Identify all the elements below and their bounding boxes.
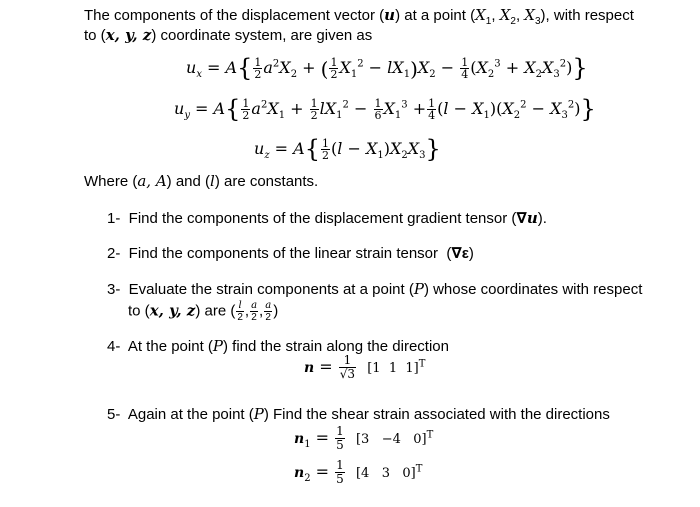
question-3-line-2: to (x, y, z) are ( $\frac{l}{2}$ , $\frac{a}{2}$ , $\frac{a}{2}$ ) xyxy=(128,300,279,323)
constants-note: Where (a, A) and (l) are constants. xyxy=(84,172,319,190)
equation-uy: $u_y = A${ $\frac{1}{2}$ $a^2X_1$ + $\frac{1}{2}$ $lX_1^2$ − $\frac{1}{6}$ $X_1^3$ + $\frac{1}{4}$ $(l - X_1)(X_2^2 - X_3^2)$} xyxy=(174,95,596,123)
direction-vector-n: n = $\frac{1}{√3}$ [1 1 1]$^T$ xyxy=(304,353,426,381)
question-4: 4- At the point (P) find the strain along the direction xyxy=(107,337,449,355)
intro-line-2: to (x, y, z) coordinate system, are given as xyxy=(84,26,373,44)
question-2: 2- Find the components of the linear strain tensor (∇ε) xyxy=(107,245,474,262)
direction-vector-n2: $n_2$ = $\frac{1}{5}$ [4 3 0]$^T$ xyxy=(294,458,423,486)
intro-line-1: The components of the displacement vector (u) at a point ($X_1$, $X_2$, $X_3$), with respect xyxy=(84,6,634,27)
question-1: 1- Find the components of the displacement gradient tensor (∇u). xyxy=(107,209,547,227)
question-5: 5- Again at the point (P) Find the shear strain associated with the directions xyxy=(107,405,610,423)
direction-vector-n1: $n_1$ = $\frac{1}{5}$ [3 −4 0]$^T$ xyxy=(294,424,434,452)
equation-ux: $u_x = A${ $\frac{1}{2}$ $a^2X_2$ + ( $\frac{1}{2}$ $X_1^2 - lX_1)X_2$ − $\frac{1}{4}$ $(X_2^3 + X_2X_3^2)$} xyxy=(186,54,588,82)
question-3-line-1: 3- Evaluate the strain components at a point (P) whose coordinates with respect xyxy=(107,280,643,298)
equation-uz: $u_z = A${ $\frac{1}{2}$ $(l - X_1)X_2X_3$} xyxy=(254,135,441,163)
